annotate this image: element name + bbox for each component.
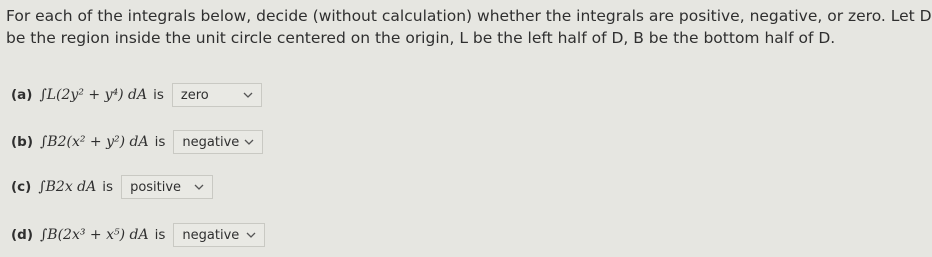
integral-expression: ∫L(2y² + y⁴) dA <box>39 87 148 103</box>
chevron-down-icon <box>194 182 204 192</box>
question-label: (c) <box>11 179 32 195</box>
integral-expression: ∫B2(x² + y²) dA <box>40 134 149 150</box>
question-label: (a) <box>11 87 33 103</box>
integral-expression: ∫B(2x³ + x⁵) dA <box>40 227 149 243</box>
selected-value: zero <box>180 87 209 103</box>
chevron-down-icon <box>243 90 253 100</box>
is-label: is <box>153 87 164 103</box>
selected-value: negative <box>182 227 240 243</box>
answer-select-a[interactable] <box>172 83 262 107</box>
intro-line-2: be the region inside the unit circle centered on the origin, L be the left half of D, B be the bottom half of D. <box>6 29 836 47</box>
is-label: is <box>102 179 114 195</box>
answer-select-c[interactable] <box>121 175 213 199</box>
question-a <box>11 82 262 108</box>
question-d <box>11 222 265 248</box>
is-label: is <box>154 134 166 150</box>
selected-value: positive <box>130 179 182 195</box>
chevron-down-icon <box>246 230 256 240</box>
integral-expression: ∫B2x dA <box>38 179 97 195</box>
question-c <box>11 174 213 200</box>
answer-select-b[interactable] <box>173 130 263 154</box>
is-label: is <box>154 227 166 243</box>
answer-select-d[interactable] <box>173 223 265 247</box>
selected-value: negative <box>182 134 240 150</box>
question-b <box>11 129 263 155</box>
problem-intro <box>6 5 932 49</box>
question-label: (b) <box>11 134 34 150</box>
chevron-down-icon <box>244 137 254 147</box>
intro-line-1: For each of the integrals below, decide (without calculation) whether the integrals are positive, negative, or zero. Let D <box>6 7 932 25</box>
question-label: (d) <box>11 227 34 243</box>
